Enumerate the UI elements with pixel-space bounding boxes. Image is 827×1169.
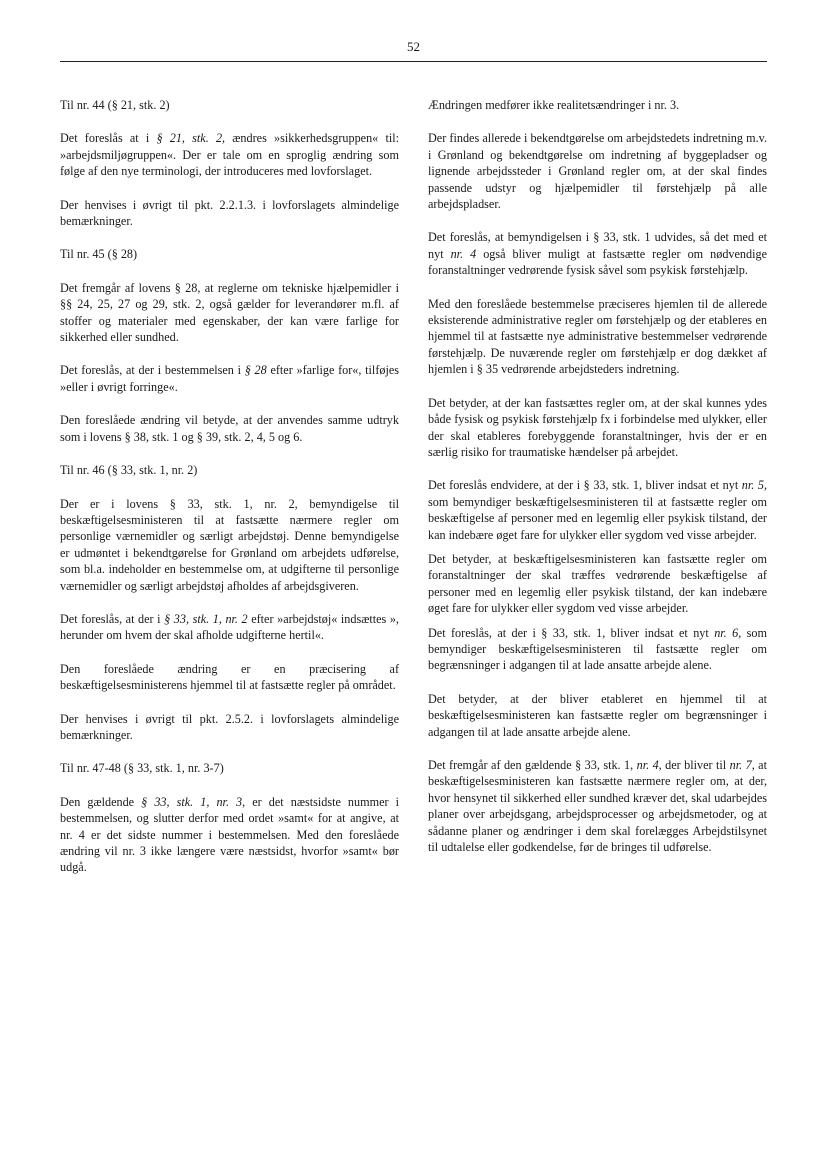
section-heading-44: Til nr. 44 (§ 21, stk. 2) [60,98,170,112]
page-number: 52 [407,39,420,54]
header-rule [60,61,767,62]
paragraph: Det betyder, at der bliver etableret en hjemmel til at beskæftigelsesministeren kan fastsætte regler om begrænsninger i adgangen til at lade ansatte arbejde alene. [428,691,767,739]
paragraph: Der henvises i øvrigt til pkt. 2.2.1.3. i lovforslagets almindelige bemærkninger. [60,197,399,229]
right-column [428,97,767,855]
paragraph: Det foreslås, at der i § 33, stk. 1, nr. 2 efter »arbejdstøj« indsættes », herunder om hvem der skal afholde udgifterne hertil«. [60,611,399,643]
paragraph: Med den foreslåede bestemmelse præciseres hjemlen til de allerede eksisterende administrative regler om førstehjælp og der etableres en hjemmel til at fastsætte nye administrative bestemmelser vedrørende førstehjælp. De nuværende regler om førstehjælp er dog dækket af hjemlen i § 35 vedrørende arbejdsteders indretning. [428,296,767,377]
paragraph: Den foreslåede ændring er en præcisering af beskæftigelsesministerens hjemmel til at fastsætte regler på området. [60,661,399,693]
left-column [60,97,399,876]
paragraph: Den foreslåede ændring vil betyde, at der anvendes samme udtryk som i lovens § 38, stk. 1 og § 39, stk. 2, 4, 5 og 6. [60,413,399,444]
paragraph: Ændringen medfører ikke realitetsændringer i nr. 3. [428,98,680,112]
paragraph: Det fremgår af den gældende § 33, stk. 1, nr. 4, der bliver til nr. 7, at beskæftigelsesministeren kan fastsætte nærmere regler om, at der, hvor hensynet til sikkerhed eller sundhed kræver det, skal udarbejdes planer over arbejdsgang, arbejdsprocesser og arbejdsmetoder, og at sådanne planer og ændringer i dem skal forelægges Arbejdstilsynet til udtalelse eller godkendelse, før de bringes til udførelse. [428,758,767,855]
section-heading-45: Til nr. 45 (§ 28) [60,247,138,262]
paragraph: Der henvises i øvrigt til pkt. 2.5.2. i lovforslagets almindelige bemærkninger. [60,711,399,742]
paragraph: Der er i lovens § 33, stk. 1, nr. 2, bemyndigelse til beskæftigelsesministeren til at fastsætte nærmere regler om personlige værnemidler og særligt arbejdstøj. Denne bemyndigelse er udmøntet i bekendtgørelse for Grønland om arbejdets udførelse, som bl.a. indeholder en bestemmelse om, at udgifterne til personlige værnemidler og særligt arbejdstøj afholdes af arbejdsgiveren. [60,496,399,593]
section-heading-47-48: Til nr. 47-48 (§ 33, stk. 1, nr. 3-7) [60,761,224,776]
paragraph: Det foreslås, at der i § 33, stk. 1, bliver indsat et nyt nr. 6, som bemyndiger beskæftigelsesministeren til fastsætte regler om begrænsninger i adgangen til at lade ansatte arbejde alene. [428,625,767,673]
paragraph: Den gældende § 33, stk. 1, nr. 3, er det næstsidste nummer i bestemmelsen, og slutter derfor med ordet »samt« for at angive, at nr. 4 er det sidste nummer i bestemmelsen. Med den foreslåede ændring vil nr. 3 ikke længere være næstsidst, hvorfor »samt« bør udgå. [60,794,399,875]
paragraph: Det foreslås at i § 21, stk. 2, ændres »sikkerhedsgruppen« til: »arbejdsmiljøgruppen«. Der er tale om en sproglig ændring som følge af den nye terminologi, der introduceres med lovforslaget. [60,131,399,179]
paragraph: Det foreslås, at bemyndigelsen i § 33, stk. 1 udvides, så det med et nyt nr. 4 også bliver muligt at fastsætte regler om nødvendige foranstaltninger vedrørende fysisk såvel som psykisk førstehjælp. [428,230,768,278]
paragraph: Det foreslås, at der i bestemmelsen i § 28 efter »farlige for«, tilføjes »eller i øvrigt forringe«. [60,363,400,394]
section-heading-46: Til nr. 46 (§ 33, stk. 1, nr. 2) [60,463,198,478]
paragraph: Der findes allerede i bekendtgørelse om arbejdstedets indretning m.v. i Grønland og bekendtgørelse om indretning af byggepladser og lignende arbejdssteder i Grønland regler om, at der skal findes passende udstyr og hjælpemidler til førstehjælp på alle arbejdspladser. [428,131,767,212]
paragraph: Det betyder, at beskæftigelsesministeren kan fastsætte regler om foranstaltninger der skal træffes vedrørende beskæftigelse af personer med en legemlig eller psykisk tilstand, der kan indebære øget fare for ulykker eller sygdom ved visse arbejder. [428,551,767,616]
paragraph: Det foreslås endvidere, at der i § 33, stk. 1, bliver indsat et nyt nr. 5, som bemyndiger beskæftigelsesministeren til at fastsætte regler om beskæftigelse af personer med en legemlig eller psykisk tilstand, der kan indebære øget fare for ulykker eller sygdom ved visse arbejder. [428,478,767,542]
paragraph: Det betyder, at der kan fastsættes regler om, at der skal kunnes ydes både fysisk og psykisk førstehjælp fx i forbindelse med ulykker, eller der skal etableres forebyggende foranstaltninger, hvis der er en særlig risiko for traumatiske hændelser på arbejdet. [428,395,767,459]
paragraph: Det fremgår af lovens § 28, at reglerne om tekniske hjælpemidler i §§ 24, 25, 27 og 29, stk. 2, også gælder for leverandører m.fl. af stoffer og materialer med egenskaber, der kan være farlige for sikkerhed eller sundhed. [60,280,399,345]
